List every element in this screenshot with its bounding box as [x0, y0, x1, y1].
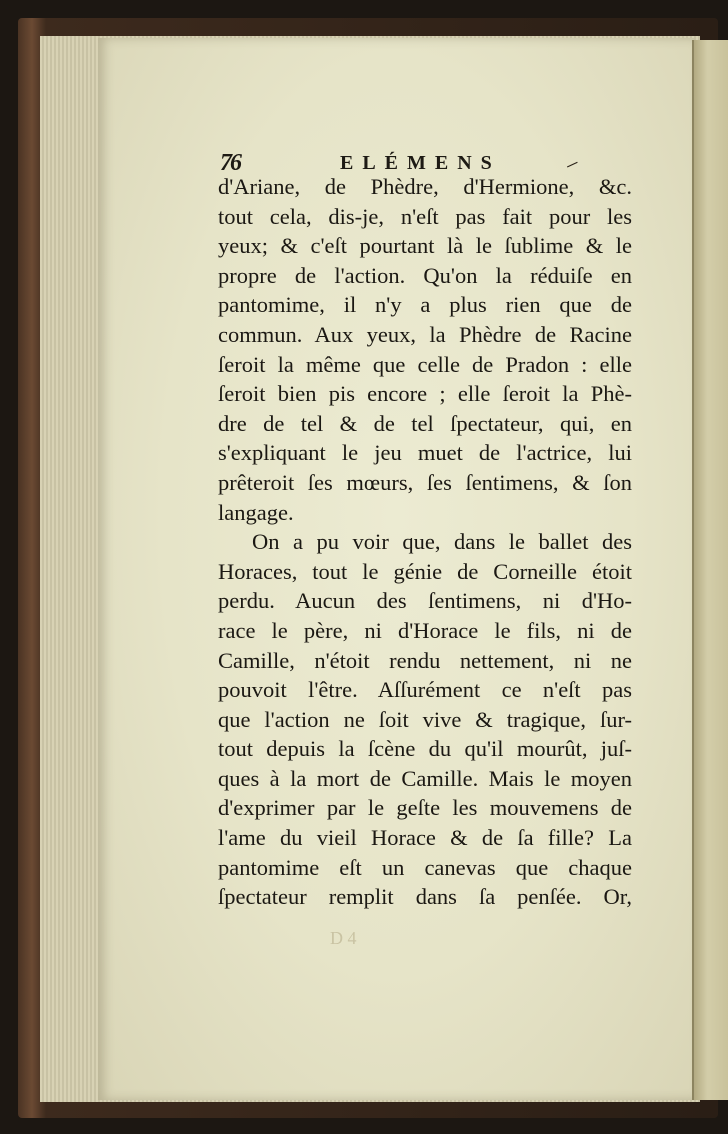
show-through-signature: D 4: [330, 928, 357, 948]
text-line: ſeroit la même que celle de Pradon : elle: [218, 351, 632, 377]
text-line: l'ame du vieil Horace & de ſa fille? La: [218, 825, 632, 851]
running-head: ELÉMENS: [340, 152, 501, 174]
ink-mark-icon: ‒: [561, 148, 582, 177]
text-line: yeux; & c'eſt pourtant là le ſublime & le: [218, 233, 632, 259]
text-line: dre de tel & de tel ſpectateur, qui, en: [218, 410, 632, 436]
text-line: langage.: [218, 499, 294, 525]
text-line: s'expliquant le jeu muet de l'actrice, lui: [218, 440, 632, 466]
text-line: tout cela, dis-je, n'eſt pas fait pour les: [218, 203, 632, 229]
text-line: pouvoit l'être. Aſſurément ce n'eſt pas: [218, 677, 632, 703]
text-line: pantomime, il n'y a plus rien que de: [218, 292, 632, 318]
text-line: que l'action ne ſoit vive & tragique, ſur-: [218, 706, 632, 732]
text-line: ſpectateur remplit dans ſa penſée. Or,: [218, 884, 632, 910]
text-line: tout depuis la ſcène du qu'il mourût, juſ-: [218, 736, 632, 762]
text-line: On a pu voir que, dans le ballet des: [252, 529, 632, 555]
text-line: commun. Aux yeux, la Phèdre de Racine: [218, 321, 632, 347]
text-line: propre de l'action. Qu'on la réduiſe en: [218, 262, 632, 288]
text-line: ques à la mort de Camille. Mais le moyen: [218, 765, 632, 791]
text-line: ſeroit bien pis encore ; elle ſeroit la Phè-: [218, 381, 632, 407]
facing-page-edge: [692, 40, 728, 1100]
text-line: race le père, ni d'Horace le fils, ni de: [218, 617, 632, 643]
text-line: perdu. Aucun des ſentimens, ni d'Ho-: [218, 588, 632, 614]
text-line: pantomime eſt un canevas que chaque: [218, 854, 632, 880]
text-line: Horaces, tout le génie de Corneille étoit: [218, 558, 632, 584]
text-line: d'exprimer par le geſte les mouvemens de: [218, 795, 632, 821]
text-line: Camille, n'étoit rendu nettement, ni ne: [218, 647, 632, 673]
text-line: prêteroit ſes mœurs, ſes ſentimens, & ſon: [218, 469, 632, 495]
page-number: 76: [220, 150, 240, 176]
body-text: [218, 172, 632, 912]
text-line: d'Ariane, de Phèdre, d'Hermione, &c.: [218, 174, 632, 199]
